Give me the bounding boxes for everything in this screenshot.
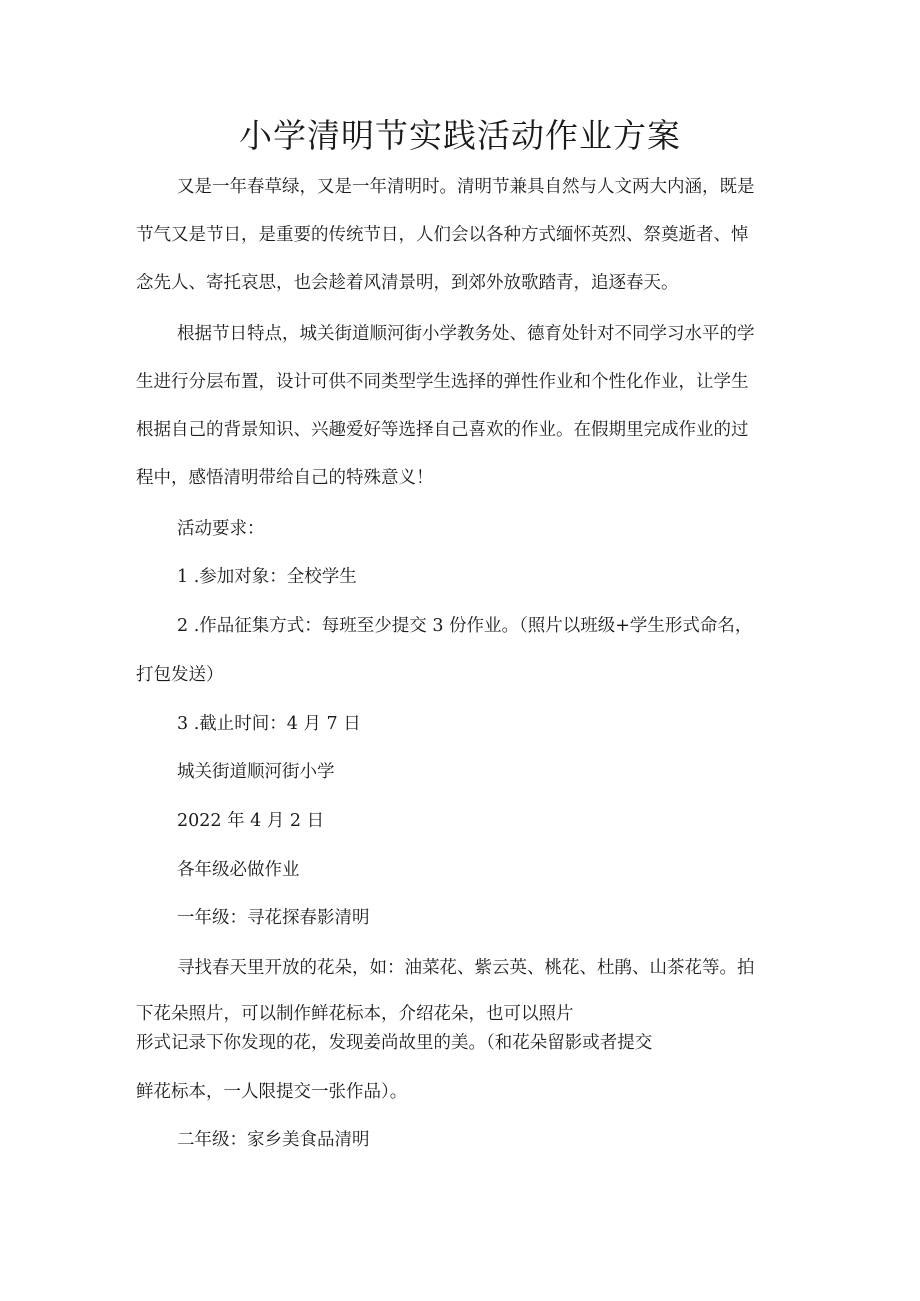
grade1-line-3: 形式记录下你发现的花，发现姜尚故里的美。（和花朵留影或者提交 xyxy=(136,1033,653,1053)
para2-line-1: 根据节日特点，城关街道顺河街小学教务处、德育处针对不同学习水平的学 xyxy=(177,324,755,344)
para2-line-4: 程中，感悟清明带给自己的特殊意义！ xyxy=(136,468,434,488)
grade1-line-1: 寻找春天里开放的花朵，如：油菜花、紫云英、桃花、杜鹃、山茶花等。拍 xyxy=(177,958,755,978)
grade1-heading: 一年级：寻花探春影清明 xyxy=(177,908,370,928)
grade2-heading: 二年级：家乡美食品清明 xyxy=(177,1130,370,1150)
document-date: 2022 年 4 月 2 日 xyxy=(177,811,325,831)
requirement-2-line-1: 2 .作品征集方式：每班至少提交 3 份作业。（照片以班级+学生形式命名， xyxy=(177,616,753,636)
intro-line-1: 又是一年春草绿，又是一年清明时。清明节兼具自然与人文两大内涵，既是 xyxy=(177,177,755,197)
required-homework-heading: 各年级必做作业 xyxy=(177,860,300,880)
requirement-3: 3 .截止时间：4 月 7 日 xyxy=(177,714,361,734)
requirements-heading: 活动要求： xyxy=(177,519,265,539)
grade1-line-2: 下花朵照片，可以制作鲜花标本，介绍花朵，也可以照片 xyxy=(136,1004,574,1024)
requirement-2-line-2: 打包发送） xyxy=(136,665,224,685)
requirement-1: 1 .参加对象：全校学生 xyxy=(177,567,357,587)
intro-line-2: 节气又是节日，是重要的传统节日，人们会以各种方式缅怀英烈、祭奠逝者、悼 xyxy=(136,225,749,245)
grade1-line-4: 鲜花标本，一人限提交一张作品）。 xyxy=(136,1082,408,1102)
para2-line-3: 根据自己的背景知识、兴趣爱好等选择自己喜欢的作业。在假期里完成作业的过 xyxy=(136,420,749,440)
para2-line-2: 生进行分层布置，设计可供不同类型学生选择的弹性作业和个性化作业，让学生 xyxy=(136,372,749,392)
document-title: 小学清明节实践活动作业方案 xyxy=(239,116,681,155)
intro-line-3: 念先人、寄托哀思，也会趁着风清景明，到郊外放歌踏青，追逐春天。 xyxy=(136,273,679,293)
school-name: 城关街道顺河街小学 xyxy=(177,762,335,782)
